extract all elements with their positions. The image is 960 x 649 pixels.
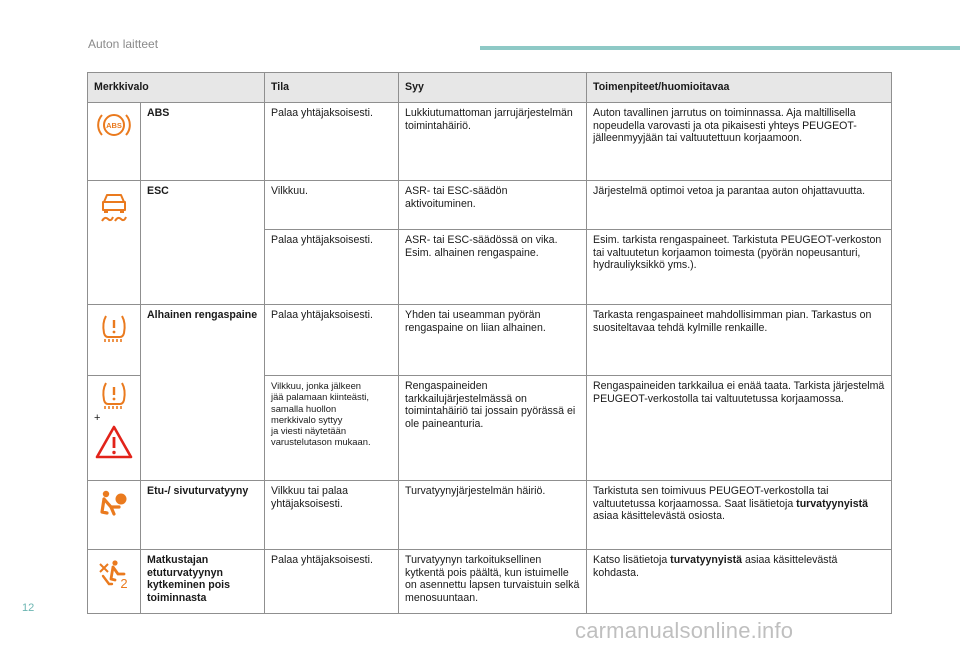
tila-line: samalla huollon [271,402,337,414]
airbag-toimet-text: asiaa käsittelevästä osiosta. [593,510,725,522]
esc-syy-1: ASR- tai ESC-säädön aktivoituminen. [399,181,587,230]
abs-syy: Lukkiutumattoman jarrujärjestelmän toimintahäiriö. [399,103,587,181]
airbag-icon [88,481,141,550]
tyre-toimet-1: Tarkasta rengaspaineet mahdollisimman pian. Tarkastus on suositeltavaa tehdä kylmille renkaille. [587,305,892,376]
table-row [88,481,892,550]
table-row [88,181,892,230]
passenger-airbag-off-label: Matkustajan etuturvatyynyn kytkeminen pois toiminnasta [141,550,265,614]
column-header-tila: Tila [265,73,399,103]
esc-toimet-1: Järjestelmä optimoi vetoa ja parantaa auton ohjattavuutta. [587,181,892,230]
watermark: carmanualsonline.info [575,618,794,643]
esc-label: ESC [141,181,265,305]
esc-toimet-2: Esim. tarkista rengaspaineet. Tarkistuta PEUGEOT-verkoston tai valtuutetun korjaamon toimesta (pyörän nopeusanturi, hydrauliyksikkö yms.). [587,230,892,305]
tila-line: ja viesti näytetään [271,425,347,437]
tyre-pressure-icon [88,376,141,481]
passenger-airbag-toimet-text: asiaa käsittelevästä kohdasta. [593,554,838,579]
abs-warning-icon [88,103,141,181]
passenger-airbag-off-icon [88,550,141,614]
section-title: Auton laitteet [88,37,159,51]
tyre-syy-2: Rengaspaineiden tarkkailujärjestelmässä on toimintahäiriö tai jossain pyörässä ei ole paineanturia. [399,376,587,481]
tyre-tila-2 [265,376,399,481]
warning-triangle-icon [94,424,134,460]
tila-line: jää palamaan kiinteästi, [271,391,369,403]
passenger-airbag-toimet-emphasis: turvatyynyistä [670,554,743,566]
airbag-toimet-emphasis: turvatyynyistä [796,497,869,510]
tila-line: merkkivalo syttyy [271,413,343,425]
esc-tila-2: Palaa yhtäjaksoisesti. [265,230,399,305]
column-header-toimenpiteet: Toimenpiteet/huomioitavaa [587,73,892,103]
airbag-toimet-text: Tarkistuta sen toimivuus PEUGEOT-verkostolla tai valtuutetussa korjaamossa. Saat lisätietoja [593,485,829,510]
tyre-pressure-label: Alhainen rengaspaine [141,305,265,481]
plus-sign: + [94,412,101,424]
table-header-row [88,73,892,103]
passenger-airbag-syy: Turvatyynyn tarkoituksellinen kytkentä pois päältä, kun istuimelle on asennettu lapsen turvaistuin selkä menosuuntaan. [399,550,587,614]
abs-tila: Palaa yhtäjaksoisesti. [265,103,399,181]
column-header-syy: Syy [399,73,587,103]
esc-skid-car-icon [88,181,141,305]
esc-tila-1: Vilkkuu. [265,181,399,230]
tyre-syy-1: Yhden tai useamman pyörän rengaspaine on liian alhainen. [399,305,587,376]
tyre-tila-1: Palaa yhtäjaksoisesti. [265,305,399,376]
esc-syy-2: ASR- tai ESC-säädössä on vika. Esim. alhainen rengaspaine. [399,230,587,305]
passenger-airbag-toimet [587,550,892,614]
airbag-tila: Vilkkuu tai palaa yhtäjaksoisesti. [265,481,399,550]
table-row [88,305,892,376]
airbag-syy: Turvatyynyjärjestelmän häiriö. [399,481,587,550]
airbag-label: Etu-/ sivuturvatyyny [141,481,265,550]
passenger-airbag-toimet-text: Katso lisätietoja [593,554,671,566]
svg-text:ABS: ABS [106,121,122,130]
table-row [88,550,892,614]
page-number: 12 [22,602,35,614]
header-accent-bar [480,46,960,50]
tyre-toimet-2: Rengaspaineiden tarkkailua ei enää taata. Tarkista järjestelmä PEUGEOT-verkostolla tai valtuutetussa korjaamossa. [587,376,892,481]
abs-label: ABS [141,103,265,181]
abs-toimet: Auton tavallinen jarrutus on toiminnassa. Aja maltillisella nopeudella varovasti ja ota pikaisesti yhteys PEUGEOT-jälleenmyyjään tai valtuutettuun korjaamoon. [587,103,892,181]
table-row [88,103,892,181]
airbag-toimet [587,481,892,550]
warning-lights-table [87,72,892,614]
passenger-airbag-tila: Palaa yhtäjaksoisesti. [265,550,399,614]
svg-text:2: 2 [120,576,128,591]
tyre-pressure-icon [88,305,141,376]
tila-line: varustelutason mukaan. [271,436,371,448]
tila-line: Vilkkuu, jonka jälkeen [271,380,362,391]
column-header-merkkivalo: Merkkivalo [88,73,265,103]
